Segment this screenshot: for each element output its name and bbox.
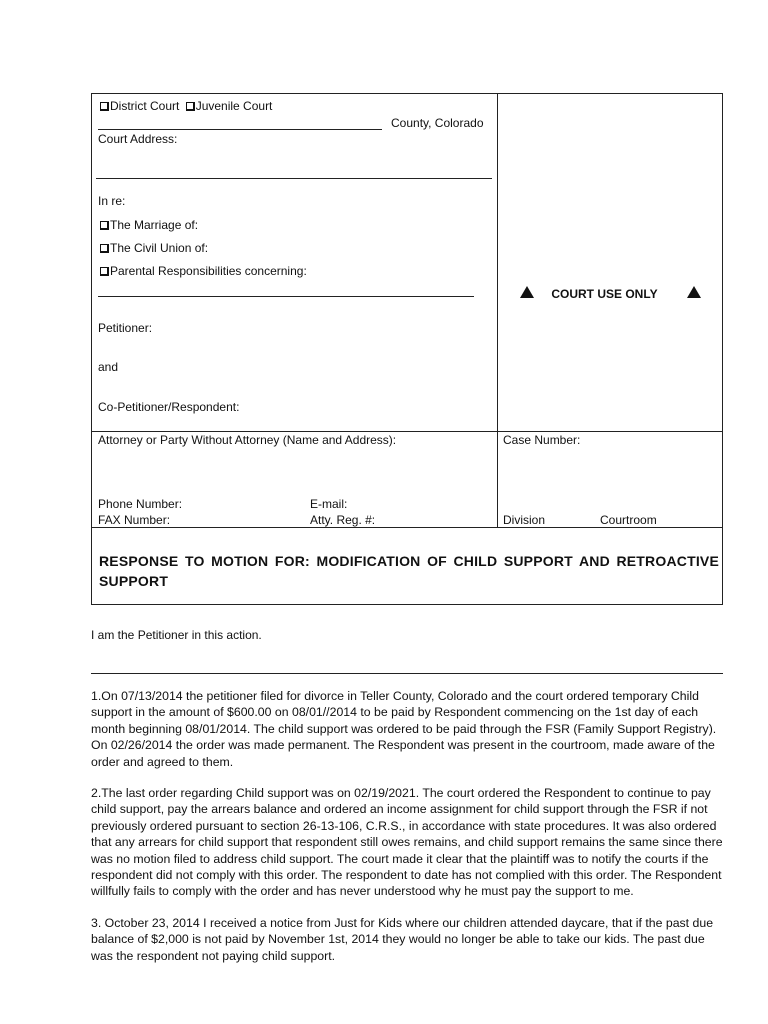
courtroom-label: Courtroom xyxy=(600,513,657,527)
intro-text: I am the Petitioner in this action. xyxy=(91,628,262,642)
marriage-checkbox[interactable] xyxy=(100,221,109,230)
division-label: Division xyxy=(503,513,546,527)
parental-checkbox[interactable] xyxy=(100,267,109,276)
parties-blank-line xyxy=(98,296,474,297)
paragraph-1: 1.On 07/13/2014 the petitioner filed for divorce in Teller County, Colorado and the court ordered temporary Child support in the amount of $600.00 on 08/01//2014 to be paid by Respondent commencing on the 1st day of each month beginning 08/01/2014. The child support was ordered to be paid through the FSR (Family Support Registry). On 02/26/2014 the order was made permanent. The Respondent was present in the courtroom, made aware of the order and agreed to them. xyxy=(91,689,717,769)
petitioner-label: Petitioner: xyxy=(98,321,153,335)
caption-row-line xyxy=(91,527,723,528)
triangle-up-icon xyxy=(520,286,534,298)
caption-divider xyxy=(497,93,498,528)
county-colorado-label: County, Colorado xyxy=(391,116,484,130)
phone-label: Phone Number: xyxy=(98,497,183,511)
court-use-only xyxy=(520,286,701,301)
triangle-up-icon xyxy=(687,286,701,298)
attorney-label: Attorney or Party Without Attorney (Name and Address): xyxy=(98,433,397,447)
court-address-label: Court Address: xyxy=(98,132,178,146)
civil-union-label: The Civil Union of: xyxy=(110,241,209,255)
juvenile-court-label: Juvenile Court xyxy=(195,99,273,113)
in-re-label: In re: xyxy=(98,194,126,208)
district-court-label: District Court xyxy=(110,99,180,113)
civil-union-row xyxy=(100,241,208,255)
civil-union-checkbox[interactable] xyxy=(100,244,109,253)
county-blank-line xyxy=(98,129,382,130)
district-court-checkbox[interactable] xyxy=(100,102,109,111)
and-label: and xyxy=(98,360,119,374)
court-address-line xyxy=(96,178,492,179)
fax-label: FAX Number: xyxy=(98,513,171,527)
case-number-label: Case Number: xyxy=(503,433,581,447)
document-title: RESPONSE TO MOTION FOR: MODIFICATION OF CHILD SUPPORT AND RETROACTIVE SUPPORT xyxy=(99,553,719,589)
co-petitioner-label: Co-Petitioner/Respondent: xyxy=(98,400,240,414)
juvenile-court-checkbox[interactable] xyxy=(186,102,195,111)
parental-label: Parental Responsibilities concerning: xyxy=(110,264,307,278)
paragraph-3: 3. October 23, 2014 I received a notice from Just for Kids where our children attended daycare, that if the past due balance of $2,000 is not paid by November 1st, 2014 they would no longer be able to take our kids. The past due was the respondent not paying child support. xyxy=(91,916,714,963)
caption-box xyxy=(91,93,723,605)
atty-reg-label: Atty. Reg. #: xyxy=(310,513,376,527)
email-label: E-mail: xyxy=(310,497,348,511)
parental-row xyxy=(100,264,307,278)
court-use-only-label: COURT USE ONLY xyxy=(551,287,658,301)
paragraph-2: 2.The last order regarding Child support was on 02/19/2021. The court ordered the Respondent to continue to pay child support, pay the arrears balance and ordered an income assignment for child support through the FSR if not previously ordered pursuant to section 26-13-106, C.R.S., in accordance with state procedures. It was also ordered that any arrears for child support that respondent still owes remains, and child support remains the same since there was no motion filed to address child support. The court made it clear that the plaintiff was to notify the courts if the respondent did not comply with this order. The respondent to date has not complied with this order. The Respondent willfully fails to comply with the order and has never understood why he must pay the support to me. xyxy=(91,786,723,899)
caption-row-line xyxy=(91,431,723,432)
court-type-row xyxy=(100,99,272,113)
intro-blank-line xyxy=(91,673,723,674)
marriage-row xyxy=(100,218,198,232)
marriage-label: The Marriage of: xyxy=(110,218,199,232)
